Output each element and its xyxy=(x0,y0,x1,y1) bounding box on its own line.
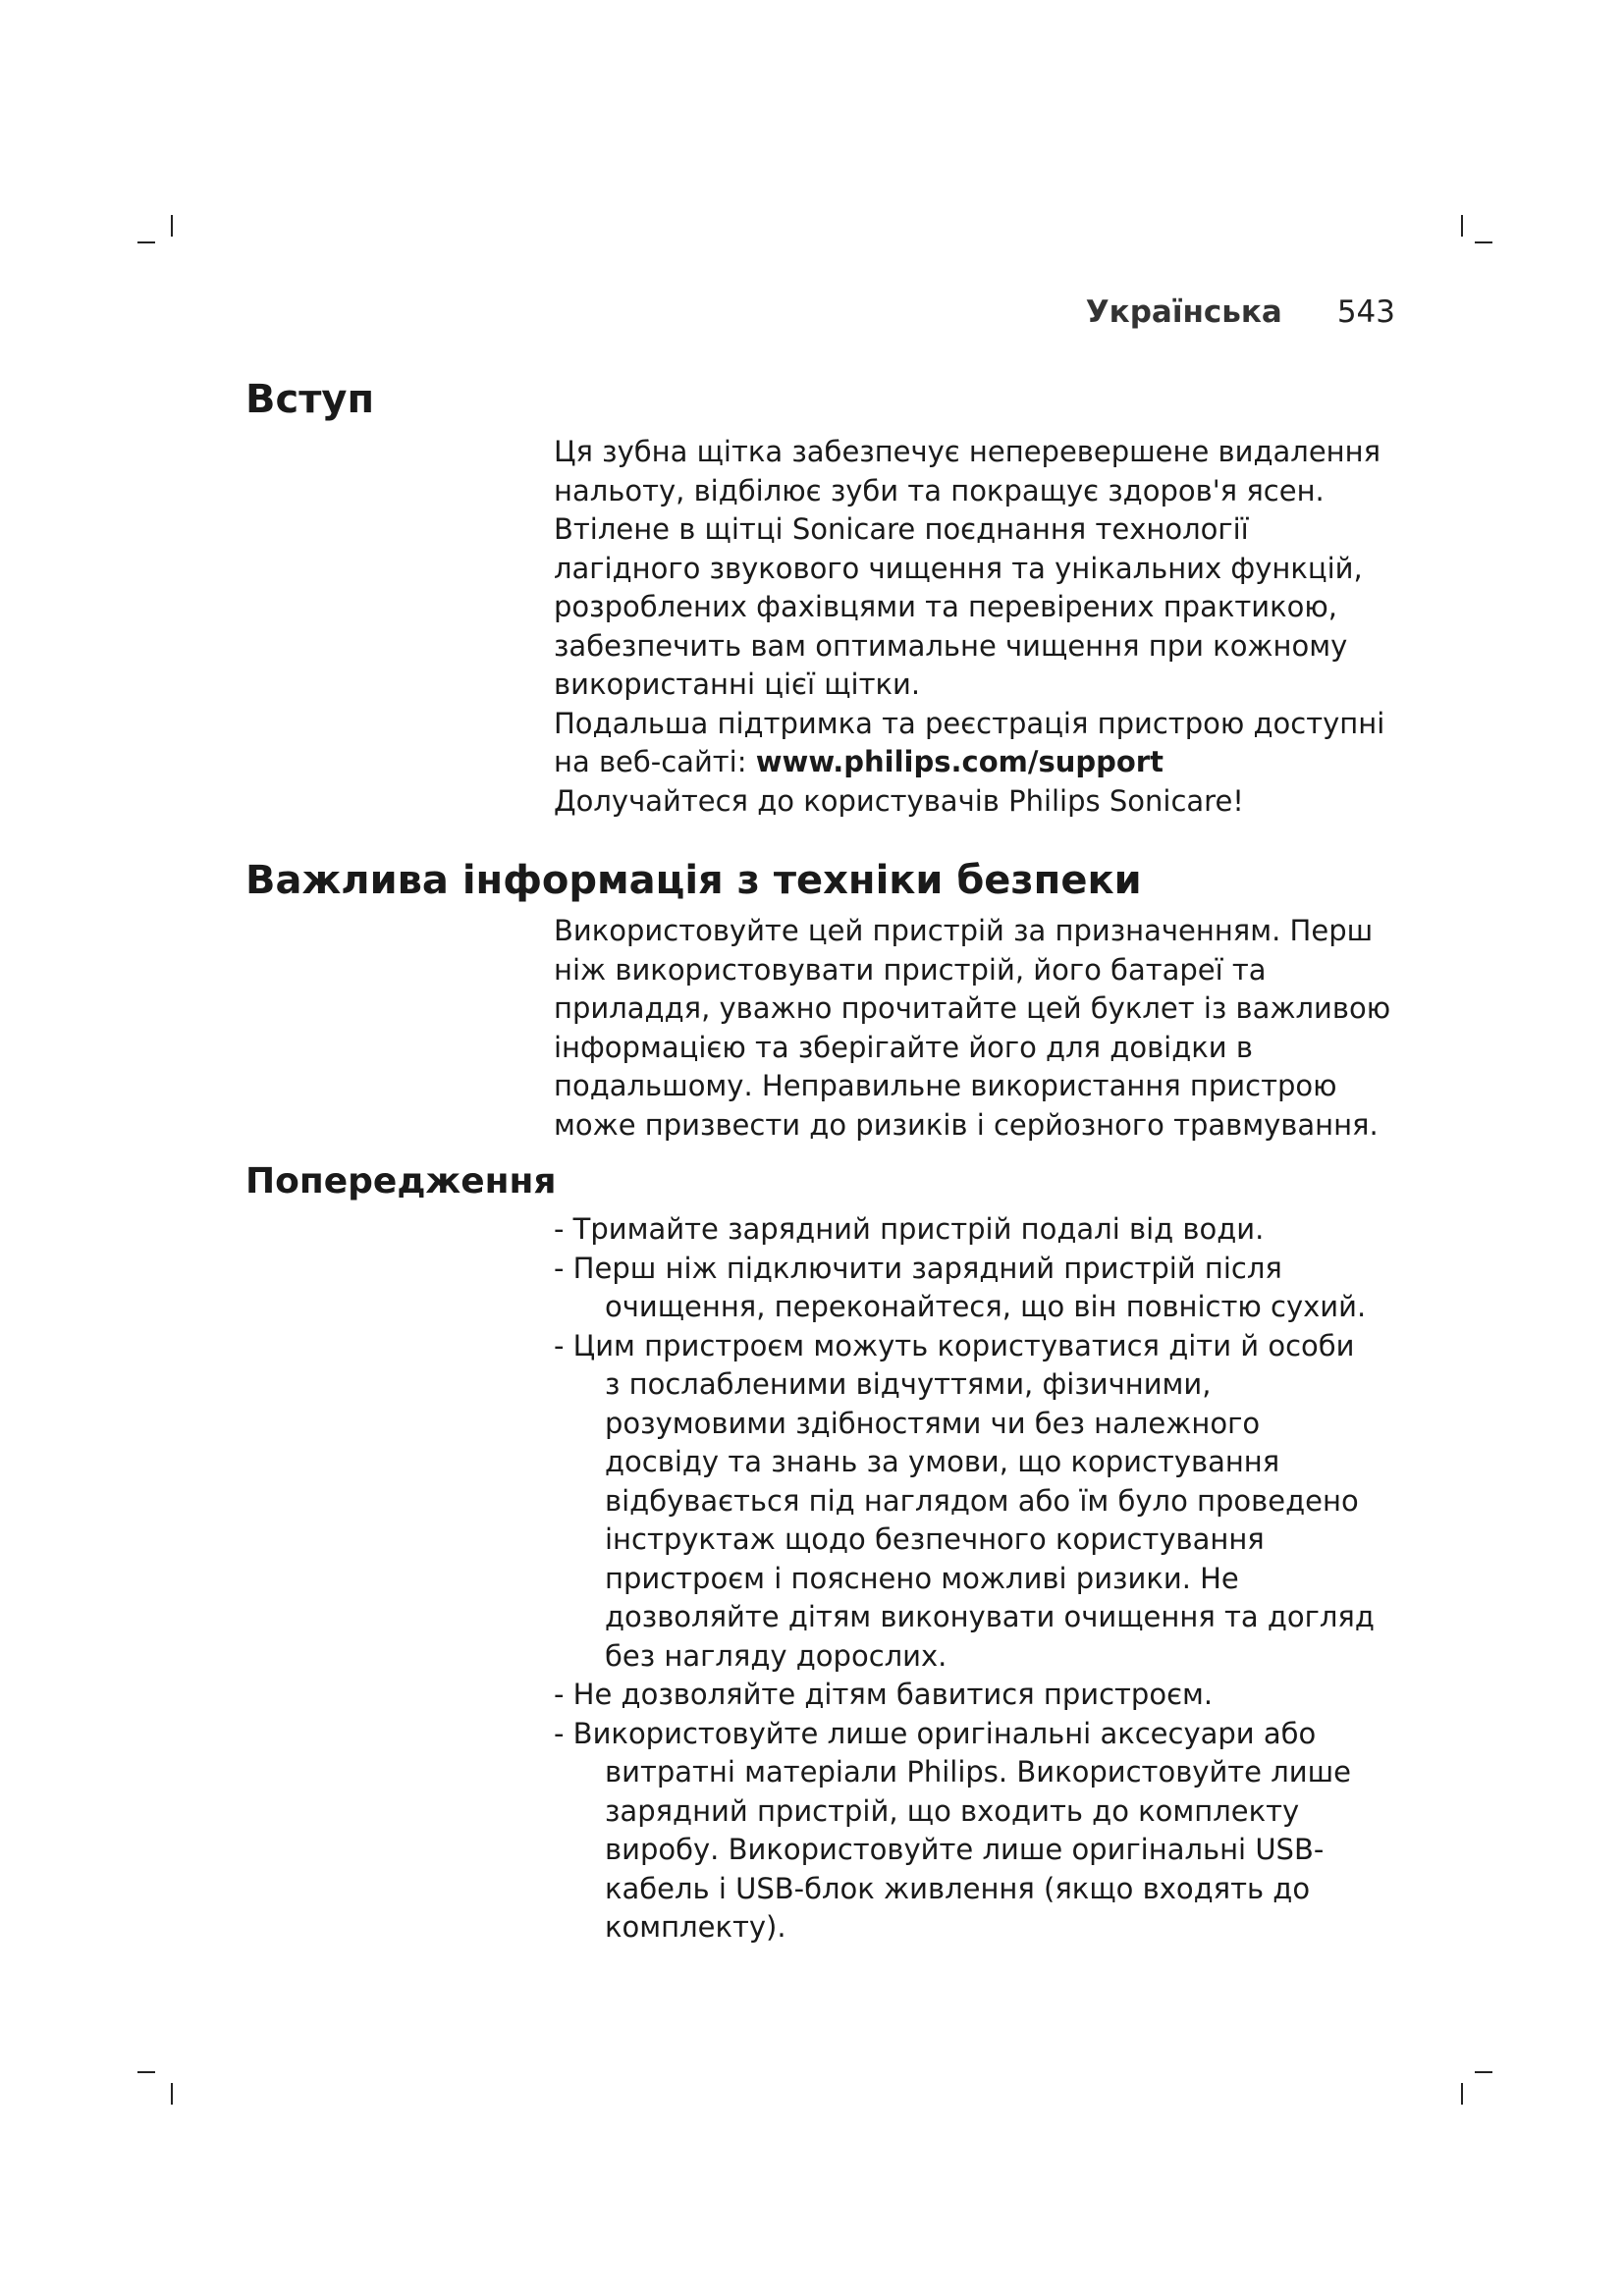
warning-heading: Попередження xyxy=(245,1161,557,1201)
warning-item xyxy=(554,1327,1398,1677)
warning-item-continuation: розумовими здібностями чи без належного xyxy=(605,1406,1261,1440)
header-language: Українська xyxy=(1085,294,1282,330)
warning-item-first-line: - Використовуйте лише оригінальні аксесуари або xyxy=(554,1716,1317,1750)
warning-item xyxy=(554,1210,1398,1250)
safety-line: ніж використовувати пристрій, його батареї та xyxy=(554,952,1267,987)
crop-mark-top-left-h xyxy=(137,241,155,243)
safety-line: Використовуйте цей пристрій за призначенням. Перш xyxy=(554,914,1374,947)
warning-item-continuation: кабель і USB-блок живлення (якщо входять до xyxy=(605,1871,1311,1905)
warning-item xyxy=(554,1676,1398,1715)
intro-line: використанні цієї щітки. xyxy=(554,667,921,701)
warning-item-continuation: витратні матеріали Philips. Використовуйте лише xyxy=(605,1755,1352,1789)
intro-line: Втілене в щітці Sonicare поєднання технології xyxy=(554,512,1249,546)
warning-item-continuation: з послабленими відчуттями, фізичними, xyxy=(605,1367,1212,1401)
crop-mark-bottom-right-h xyxy=(1475,2071,1492,2073)
warning-item-continuation: комплекту). xyxy=(605,1910,786,1944)
safety-line: інформацією та зберігайте його для довідки в xyxy=(554,1030,1253,1064)
warning-item-continuation: відбувається під наглядом або їм було проведено xyxy=(605,1483,1359,1518)
warning-item-continuation: інструктаж щодо безпечного користування xyxy=(605,1522,1265,1556)
safety-line: може призвести до ризиків і серйозного травмування. xyxy=(554,1107,1379,1142)
intro-heading: Вступ xyxy=(245,377,375,422)
safety-paragraph xyxy=(554,912,1398,1145)
intro-line: забезпечить вам оптимальне чищення при кожному xyxy=(554,628,1348,663)
crop-mark-bottom-right-v xyxy=(1461,2083,1463,2105)
intro-line: Подальша підтримка та реєстрація пристрою доступні xyxy=(554,706,1385,740)
warning-item-continuation: виробу. Використовуйте лише оригінальні USB- xyxy=(605,1833,1325,1866)
safety-line: приладдя, уважно прочитайте цей буклет із важливою xyxy=(554,991,1391,1025)
crop-mark-bottom-left-v xyxy=(171,2083,173,2105)
warning-item-first-line: - Тримайте зарядний пристрій подалі від води. xyxy=(554,1212,1265,1246)
intro-paragraph xyxy=(554,433,1398,821)
warning-item-first-line: - Перш ніж підключити зарядний пристрій після xyxy=(554,1251,1282,1285)
warning-list xyxy=(554,1210,1398,1948)
warning-item-continuation: без нагляду дорослих. xyxy=(605,1638,947,1673)
crop-mark-top-right-v xyxy=(1461,215,1463,237)
intro-closing-line: Долучайтеся до користувачів Philips Sonicare! xyxy=(554,783,1244,818)
intro-line: Ця зубна щітка забезпечує неперевершене видалення xyxy=(554,435,1381,468)
warning-item-continuation: очищення, переконайтеся, що він повністю сухий. xyxy=(605,1290,1367,1323)
warning-item-continuation: досвіду та знань за умови, що користування xyxy=(605,1445,1280,1478)
intro-line: розроблених фахівцями та перевірених практикою, xyxy=(554,590,1337,623)
support-website-link[interactable]: www.philips.com/support xyxy=(755,745,1164,778)
warning-item-first-line: - Не дозволяйте дітям бавитися пристроєм. xyxy=(554,1678,1214,1711)
intro-line: лагідного звукового чищення та унікальних функцій, xyxy=(554,551,1363,585)
intro-line: нальоту, відбілює зуби та покращує здоров'я ясен. xyxy=(554,473,1325,507)
warning-item-continuation: дозволяйте дітям виконувати очищення та догляд xyxy=(605,1600,1375,1633)
page-number: 543 xyxy=(1336,294,1395,330)
warning-item xyxy=(554,1715,1398,1948)
warning-item-continuation: пристроєм і пояснено можливі ризики. Не xyxy=(605,1561,1239,1595)
warning-item-first-line: - Цим пристроєм можуть користуватися діти й особи xyxy=(554,1328,1355,1362)
safety-line: подальшому. Неправильне використання пристрою xyxy=(554,1069,1337,1102)
warning-item-continuation: зарядний пристрій, що входить до комплекту xyxy=(605,1793,1300,1828)
crop-mark-top-right-h xyxy=(1475,241,1492,243)
crop-mark-top-left-v xyxy=(171,215,173,237)
warning-item xyxy=(554,1250,1398,1327)
website-prefix: на веб-сайті: xyxy=(554,745,756,778)
crop-mark-bottom-left-h xyxy=(137,2071,155,2073)
safety-heading: Важлива інформація з техніки безпеки xyxy=(245,858,1142,903)
intro-website-line xyxy=(554,743,1398,782)
running-header xyxy=(1086,294,1395,330)
